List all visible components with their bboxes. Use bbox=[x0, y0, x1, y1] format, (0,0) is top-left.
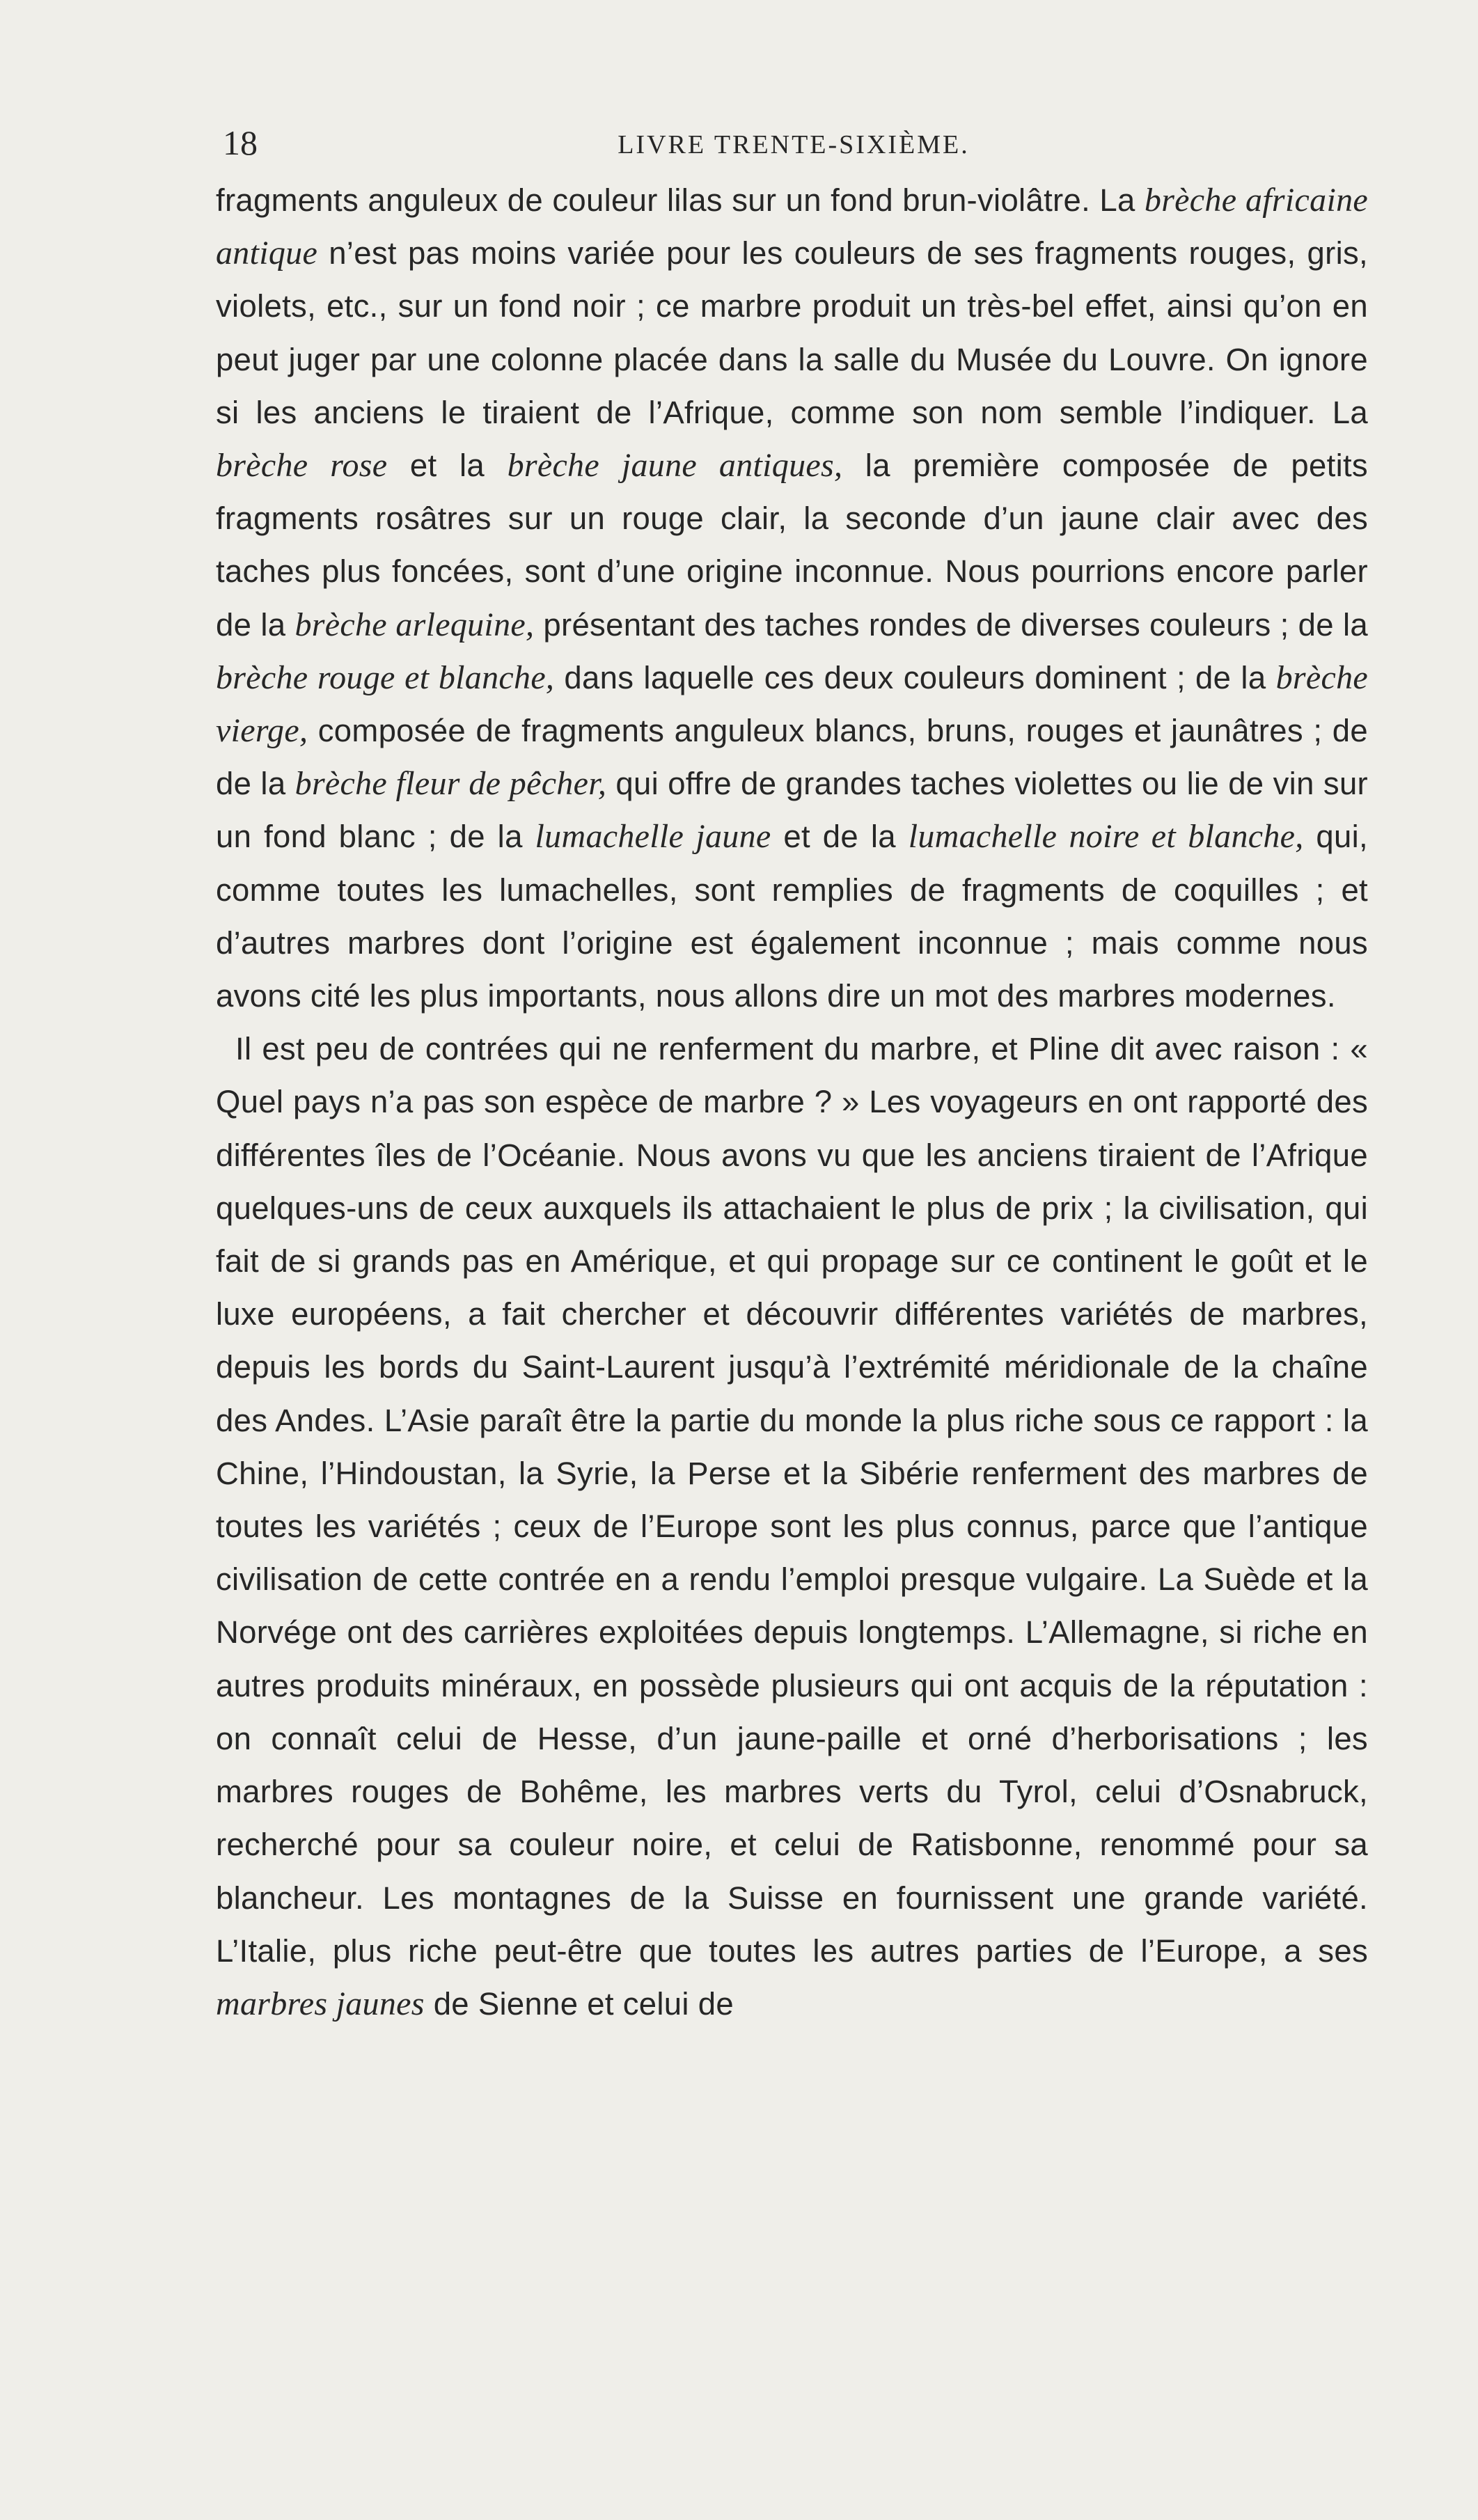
italic-term: brèche vierge, bbox=[216, 659, 1368, 750]
text-run: fragments anguleux de couleur lilas sur un fond brun-violâtre. La bbox=[216, 182, 1145, 218]
text-run: qui offre de grandes taches violettes ou lie de vin sur un fond blanc ; de la bbox=[216, 766, 1368, 855]
text-run: de Sienne et celui de bbox=[424, 1985, 734, 2022]
text-run: dans laquelle ces deux couleurs dominent ; de la bbox=[554, 659, 1276, 695]
running-head: LIVRE TRENTE-SIXIÈME. bbox=[618, 130, 970, 159]
text-run: Il est peu de contrées qui ne renferment du marbre, et Pline dit avec raison : « Quel pays n’a pas son espèce de marbre ? » Les voyageurs en ont rapporté des différentes îles de l’Océanie. Nous avons vu que les anciens tiraient de l’Afrique quelques-uns de ceux auxquels ils attachaient le plus de prix ; la civilisation, qui fait de si grands pas en Amérique, et qui propage sur ce continent le goût et le luxe européens, a fait chercher et découvrir différentes variétés de marbres, depuis les bords du Saint-Laurent jusqu’à l’extrémité méridionale de la chaîne des Andes. L’Asie paraît être la partie du monde la plus riche sous ce rapport : la Chine, l’Hindoustan, la Syrie, la Perse et la Sibérie renferment des marbres de toutes les variétés ; ceux de l’Europe sont les plus connus, parce que l’antique civilisation de cette contrée en a rendu l’emploi presque vulgaire. La Suède et la Norvége ont des carrières exploitées depuis longtemps. L’Allemagne, si riche en autres produits minéraux, en possède plusieurs qui ont acquis de la réputation : on connaît celui de Hesse, d’un jaune-paille et orné d’herborisations ; les marbres rouges de Bohême, les marbres verts du Tyrol, celui d’Osnabruck, recherché pour sa couleur noire, et celui de Ratisbonne, renommé pour sa blancheur. Les montagnes de la Suisse en fournissent une grande variété. L’Italie, plus riche peut-être que toutes les autres parties de l’Europe, a ses bbox=[216, 1031, 1368, 1969]
page-number: 18 bbox=[223, 123, 258, 162]
text-run: composée de fragments anguleux blancs, bruns, rouges et jaunâtres ; de de la bbox=[216, 713, 1368, 802]
italic-term: brèche africaine antique bbox=[216, 182, 1368, 272]
italic-term: brèche rose bbox=[216, 447, 388, 485]
paragraph-2 bbox=[216, 1023, 1368, 2031]
text-run: présentant des taches rondes de diverses couleurs ; de la bbox=[534, 606, 1369, 643]
italic-term: brèche jaune antiques, bbox=[507, 447, 843, 485]
body-text bbox=[216, 174, 1368, 2031]
text-run: et de la bbox=[771, 819, 909, 855]
italic-term: brèche fleur de pêcher, bbox=[294, 765, 607, 803]
italic-term: marbres jaunes bbox=[216, 1985, 425, 2022]
italic-term: brèche rouge et blanche, bbox=[216, 659, 555, 696]
text-run: n’est pas moins variée pour les couleurs de ses fragments rouges, gris, violets, etc., sur un fond noir ; ce marbre produit un très-bel effet, ainsi qu’on en peut juger par une colonne placée dans la salle du Musée du Louvre. On ignore si les anciens le tiraient de l’Afrique, comme son nom semble l’indiquer. La bbox=[216, 235, 1368, 430]
paragraph-1 bbox=[216, 174, 1368, 1023]
page-header bbox=[223, 118, 1365, 174]
italic-term: lumachelle noire et blanche, bbox=[908, 818, 1304, 856]
text-run: qui, comme toutes les lumachelles, sont remplies de fragments de coquilles ; et d’autres marbres dont l’origine est également inconnue ; mais comme nous avons cité les plus importants, nous allons dire un mot des marbres modernes. bbox=[216, 819, 1368, 1014]
text-run: et la bbox=[387, 448, 508, 484]
italic-term: brèche arlequine, bbox=[294, 606, 535, 643]
text-run: la première composée de petits fragments rosâtres sur un rouge clair, la seconde d’un jaune clair avec des taches plus foncées, sont d’une origine inconnue. Nous pourrions encore parler de la bbox=[216, 448, 1368, 643]
italic-term: lumachelle jaune bbox=[535, 818, 771, 856]
